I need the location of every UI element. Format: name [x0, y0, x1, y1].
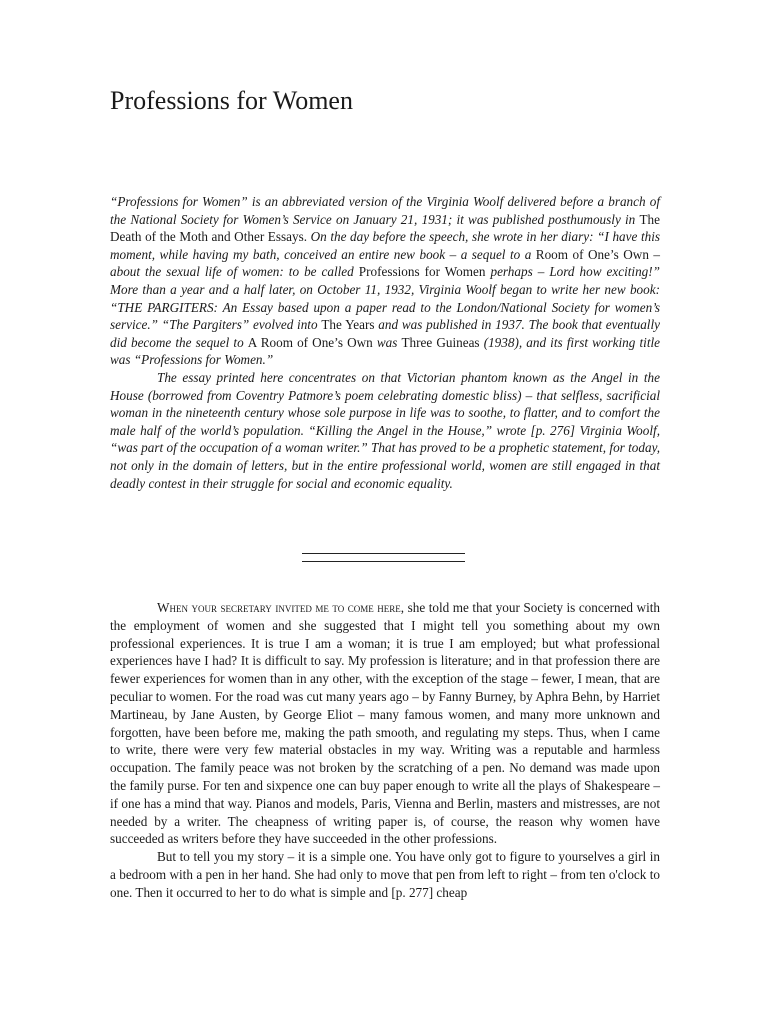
page-title: Professions for Women: [110, 86, 353, 115]
intro-text-run: On the day before the speech, she wrote in her diary: “I have this moment, while having my bath, conceived an entire new book – a sequel to a: [110, 229, 660, 262]
book-title-run: Three Guineas: [401, 334, 480, 350]
section-divider-top: [302, 553, 465, 554]
book-title-run: A Room of One’s Own: [247, 334, 373, 350]
intro-text-run: (1938), and its first working title was “Professions for Women.”: [110, 334, 660, 368]
opening-small-caps: When your secretary invited me to come here,: [157, 600, 405, 615]
book-title-run: Room of One’s Own: [535, 246, 649, 262]
section-divider-bottom: [302, 561, 465, 562]
book-title-run: The Years: [321, 317, 375, 333]
intro-text-run: and was published in 1937. The book that eventually did become the sequel to: [110, 317, 660, 350]
editorial-introduction: [110, 193, 660, 492]
intro-paragraph-2: The essay printed here concentrates on that Victorian phantom known as the Angel in the House (borrowed from Coventry Patmore’s poem celebrating domestic bliss) – that selfless, sacrificial woman in the nineteenth century whose sole purpose in life was to soothe, to flatter, and to comfort the male half of the world’s population. “Killing the Angel in the House,” wrote [p. 276] Virginia Woolf, “was part of the occupation of a woman writer.” That has proved to be a prophetic statement, for today, not only in the domain of letters, but in the entire professional world, women are still engaged in that deadly contest in their struggle for social and economic equality.: [110, 369, 660, 491]
intro-text-run: was: [372, 334, 402, 350]
book-title-run: Professions for Women: [358, 264, 486, 280]
body-paragraph-1-text: she told me that your Society is concerned with the employment of women and she suggested that I might tell you something about my own professional experiences. It is true I am a woman; it is true I am employed; but what professional experiences have I had? It is difficult to say. My profession is literature; and in that profession there are fewer experiences for women than in any other, with the exception of the stage – fewer, I mean, that are peculiar to women. For the road was cut many years ago – by Fanny Burney, by Aphra Behn, by Harriet Martineau, by Jane Austen, by George Eliot – many famous women, and many more unknown and forgotten, have been before me, making the path smooth, and regulating my steps. Thus, when I came to write, there were very few material obstacles in my way. Writing was a reputable and harmless occupation. The family peace was not broken by the scratching of a pen. No demand was made upon the family purse. For ten and sixpence one can buy paper enough to write all the plays of Shakespeare – if one has a mind that way. Pianos and models, Paris, Vienna and Berlin, masters and mistresses, are not needed by a writer. The cheapness of writing paper is, of course, the reason why women have succeeded as writers before they have succeeded in the other professions.: [110, 600, 660, 847]
intro-text-run: “Professions for Women” is an abbreviated version of the Virginia Woolf delivered before a branch of the National Society for Women’s Service on January 21, 1931; it was published posthumously in: [110, 194, 660, 227]
body-paragraph-2: But to tell you my story – it is a simple one. You have only got to figure to yourselves a girl in a bedroom with a pen in her hand. She had only to move that pen from left to right – from ten o'clock to one. Then it occurred to her to do what is simple and [p. 277] cheap: [110, 849, 660, 900]
book-title-run: The Death of the Moth and Other Essays.: [110, 211, 660, 245]
intro-paragraph-1: [110, 193, 660, 369]
intro-text-run: – about the sexual life of women: to be called: [110, 246, 661, 280]
body-paragraph-1: [110, 599, 660, 848]
intro-text-run: perhaps – Lord how exciting!” More than a year and a half later, on October 11, 1932, Virginia Woolf began to write her new book: “THE PARGITERS: An Essay based upon a paper read to the London/National Society for women’s service.” “The Pargiters” evolved into: [110, 264, 660, 333]
essay-body: [110, 599, 660, 902]
